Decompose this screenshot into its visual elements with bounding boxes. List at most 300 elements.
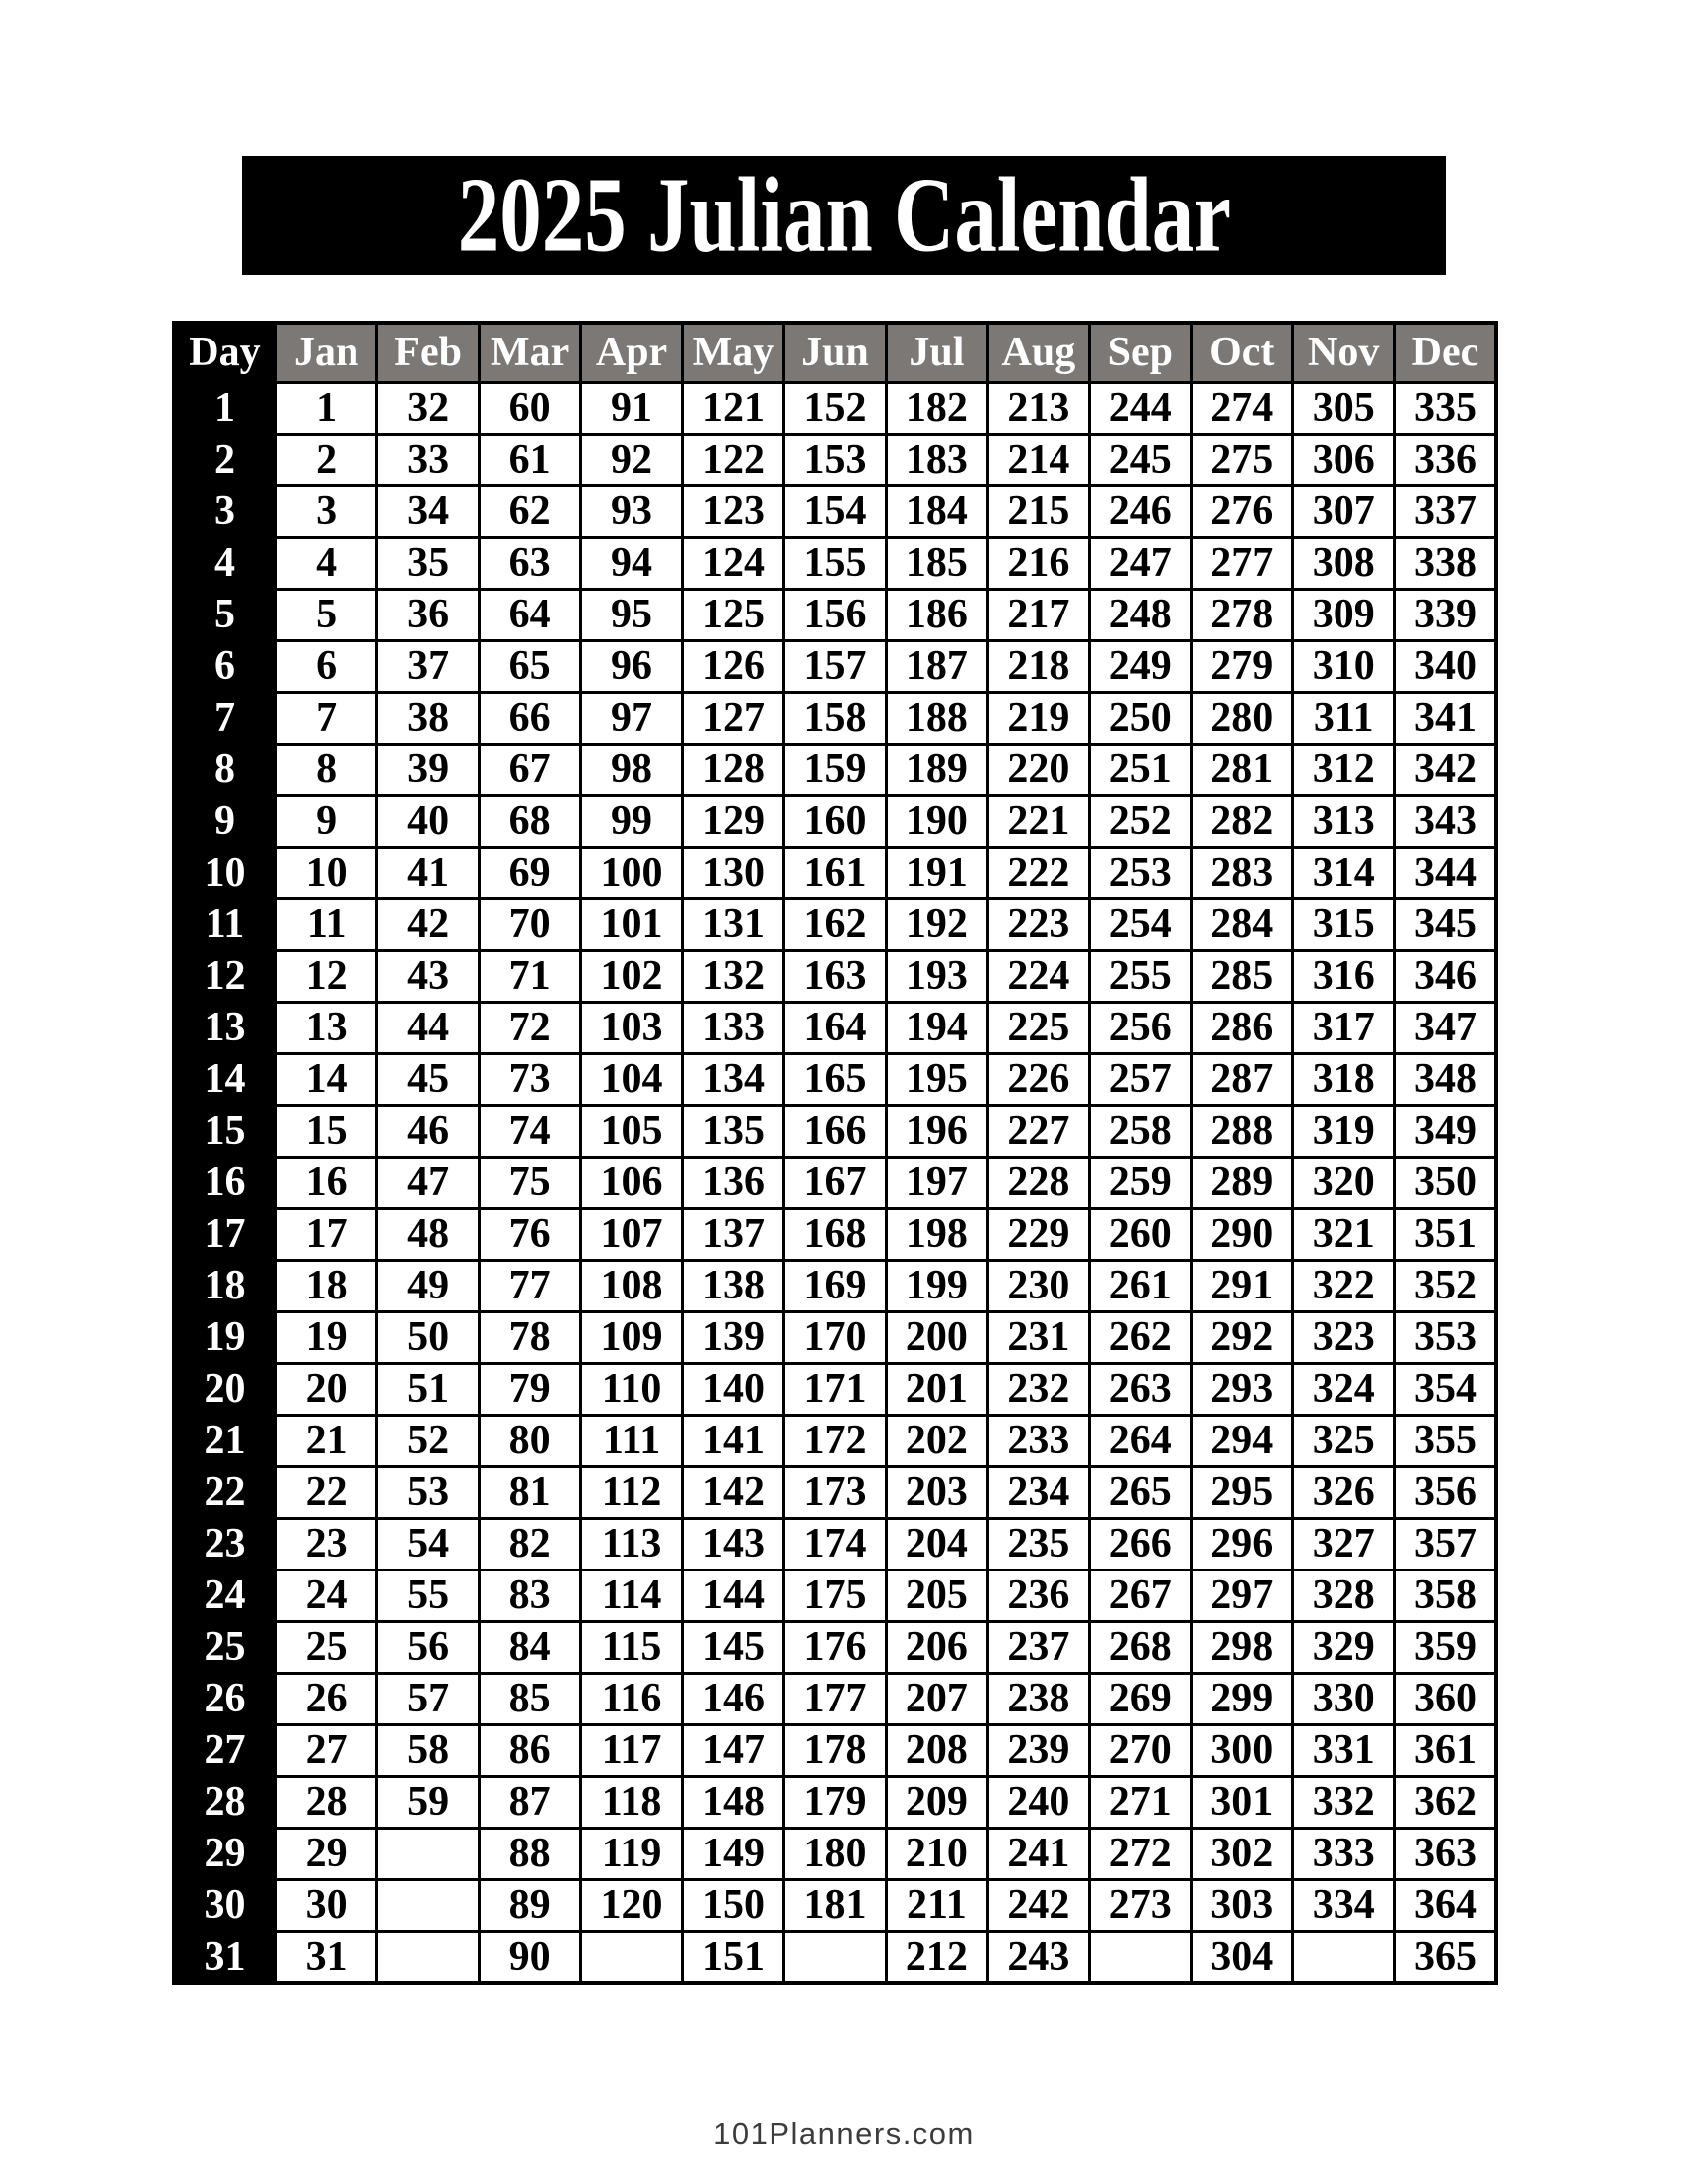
- julian-day-cell: 107: [581, 1209, 682, 1261]
- julian-day-cell: 85: [479, 1674, 580, 1725]
- table-row: [174, 745, 1496, 796]
- month-header-sep: Sep: [1089, 323, 1191, 383]
- julian-day-cell: 22: [275, 1467, 376, 1519]
- julian-day-cell: 40: [377, 796, 479, 848]
- julian-day-cell: 279: [1192, 641, 1293, 693]
- table-row: [174, 796, 1496, 848]
- julian-day-cell: 33: [377, 435, 479, 486]
- julian-day-cell: 129: [682, 796, 783, 848]
- julian-day-cell: 67: [479, 745, 580, 796]
- julian-day-cell: 53: [377, 1467, 479, 1519]
- julian-day-cell: 172: [784, 1416, 886, 1467]
- julian-day-cell: 106: [581, 1158, 682, 1209]
- julian-day-cell: 307: [1293, 486, 1394, 538]
- julian-day-cell: 140: [682, 1364, 783, 1416]
- julian-day-cell: 65: [479, 641, 580, 693]
- julian-day-cell: 350: [1394, 1158, 1496, 1209]
- table-row: [174, 486, 1496, 538]
- julian-day-cell: 28: [275, 1777, 376, 1829]
- table-row: [174, 1003, 1496, 1054]
- julian-day-cell: 19: [275, 1312, 376, 1364]
- day-number: 15: [174, 1106, 275, 1158]
- julian-day-cell: 285: [1192, 951, 1293, 1003]
- julian-day-cell: 302: [1192, 1829, 1293, 1880]
- day-number: 1: [174, 383, 275, 435]
- day-number: 5: [174, 590, 275, 641]
- julian-day-cell: 180: [784, 1829, 886, 1880]
- julian-day-cell: 245: [1089, 435, 1191, 486]
- title-banner: [242, 156, 1446, 275]
- julian-day-cell: 154: [784, 486, 886, 538]
- julian-day-cell: 294: [1192, 1416, 1293, 1467]
- day-number: 26: [174, 1674, 275, 1725]
- julian-day-cell: 76: [479, 1209, 580, 1261]
- julian-day-cell: 251: [1089, 745, 1191, 796]
- julian-day-cell: 264: [1089, 1416, 1191, 1467]
- julian-day-cell: 195: [886, 1054, 987, 1106]
- table-row: [174, 1829, 1496, 1880]
- julian-day-cell: 196: [886, 1106, 987, 1158]
- julian-day-cell: 113: [581, 1519, 682, 1570]
- table-row: [174, 899, 1496, 951]
- julian-day-cell: 217: [988, 590, 1089, 641]
- julian-day-cell: 284: [1192, 899, 1293, 951]
- julian-day-cell: 30: [275, 1880, 376, 1932]
- julian-day-cell: 31: [275, 1932, 376, 1984]
- julian-day-cell: 183: [886, 435, 987, 486]
- month-header-aug: Aug: [988, 323, 1089, 383]
- julian-day-cell: 239: [988, 1725, 1089, 1777]
- julian-day-cell: 323: [1293, 1312, 1394, 1364]
- julian-day-cell: 171: [784, 1364, 886, 1416]
- day-number: 20: [174, 1364, 275, 1416]
- julian-day-cell: 179: [784, 1777, 886, 1829]
- julian-day-cell: 339: [1394, 590, 1496, 641]
- julian-day-cell: 226: [988, 1054, 1089, 1106]
- julian-day-cell: [581, 1932, 682, 1984]
- table-row: [174, 1312, 1496, 1364]
- julian-day-cell: 263: [1089, 1364, 1191, 1416]
- julian-day-cell: 233: [988, 1416, 1089, 1467]
- julian-day-cell: 61: [479, 435, 580, 486]
- julian-day-cell: 220: [988, 745, 1089, 796]
- day-number: 21: [174, 1416, 275, 1467]
- julian-day-cell: 10: [275, 848, 376, 899]
- julian-day-cell: [784, 1932, 886, 1984]
- julian-day-cell: 352: [1394, 1261, 1496, 1312]
- julian-day-cell: 166: [784, 1106, 886, 1158]
- julian-day-cell: 149: [682, 1829, 783, 1880]
- julian-day-cell: 81: [479, 1467, 580, 1519]
- table-row: [174, 1364, 1496, 1416]
- julian-day-cell: 282: [1192, 796, 1293, 848]
- julian-day-cell: 224: [988, 951, 1089, 1003]
- julian-day-cell: 150: [682, 1880, 783, 1932]
- julian-day-cell: 243: [988, 1932, 1089, 1984]
- julian-day-cell: 328: [1293, 1570, 1394, 1622]
- month-header-mar: Mar: [479, 323, 580, 383]
- month-header-nov: Nov: [1293, 323, 1394, 383]
- julian-day-cell: 46: [377, 1106, 479, 1158]
- julian-day-cell: 126: [682, 641, 783, 693]
- julian-day-cell: 327: [1293, 1519, 1394, 1570]
- julian-day-cell: 86: [479, 1725, 580, 1777]
- julian-day-cell: 45: [377, 1054, 479, 1106]
- julian-day-cell: 66: [479, 693, 580, 745]
- julian-day-cell: 49: [377, 1261, 479, 1312]
- julian-day-cell: 297: [1192, 1570, 1293, 1622]
- julian-day-cell: 159: [784, 745, 886, 796]
- julian-day-cell: 331: [1293, 1725, 1394, 1777]
- julian-day-cell: 269: [1089, 1674, 1191, 1725]
- julian-day-cell: 355: [1394, 1416, 1496, 1467]
- julian-day-cell: 223: [988, 899, 1089, 951]
- julian-day-cell: 261: [1089, 1261, 1191, 1312]
- julian-day-cell: 163: [784, 951, 886, 1003]
- julian-day-cell: 20: [275, 1364, 376, 1416]
- julian-day-cell: 333: [1293, 1829, 1394, 1880]
- day-number: 8: [174, 745, 275, 796]
- julian-day-cell: 44: [377, 1003, 479, 1054]
- julian-day-cell: 102: [581, 951, 682, 1003]
- julian-day-cell: 296: [1192, 1519, 1293, 1570]
- julian-day-cell: 204: [886, 1519, 987, 1570]
- julian-day-cell: 190: [886, 796, 987, 848]
- julian-day-cell: 306: [1293, 435, 1394, 486]
- julian-day-cell: 167: [784, 1158, 886, 1209]
- julian-day-cell: 361: [1394, 1725, 1496, 1777]
- julian-day-cell: 286: [1192, 1003, 1293, 1054]
- month-header-jul: Jul: [886, 323, 987, 383]
- julian-day-cell: 70: [479, 899, 580, 951]
- julian-day-cell: 137: [682, 1209, 783, 1261]
- julian-day-cell: [377, 1880, 479, 1932]
- julian-day-cell: 200: [886, 1312, 987, 1364]
- julian-day-cell: 114: [581, 1570, 682, 1622]
- day-number: 3: [174, 486, 275, 538]
- julian-day-cell: 325: [1293, 1416, 1394, 1467]
- julian-day-cell: 55: [377, 1570, 479, 1622]
- julian-day-cell: 14: [275, 1054, 376, 1106]
- julian-day-cell: 79: [479, 1364, 580, 1416]
- julian-day-cell: 148: [682, 1777, 783, 1829]
- day-number: 27: [174, 1725, 275, 1777]
- table-header: [174, 323, 1496, 383]
- julian-day-cell: 176: [784, 1622, 886, 1674]
- julian-day-cell: 322: [1293, 1261, 1394, 1312]
- julian-day-cell: 249: [1089, 641, 1191, 693]
- julian-day-cell: 122: [682, 435, 783, 486]
- julian-day-cell: 177: [784, 1674, 886, 1725]
- julian-day-cell: 60: [479, 383, 580, 435]
- julian-day-cell: 5: [275, 590, 376, 641]
- day-number: 25: [174, 1622, 275, 1674]
- day-number: 6: [174, 641, 275, 693]
- julian-day-cell: 112: [581, 1467, 682, 1519]
- julian-day-cell: 293: [1192, 1364, 1293, 1416]
- julian-day-cell: 353: [1394, 1312, 1496, 1364]
- julian-day-cell: 92: [581, 435, 682, 486]
- table-row: [174, 1261, 1496, 1312]
- day-number: 2: [174, 435, 275, 486]
- julian-day-cell: 225: [988, 1003, 1089, 1054]
- day-number: 10: [174, 848, 275, 899]
- julian-day-cell: 156: [784, 590, 886, 641]
- julian-day-cell: 304: [1192, 1932, 1293, 1984]
- julian-day-cell: 335: [1394, 383, 1496, 435]
- julian-day-cell: 78: [479, 1312, 580, 1364]
- julian-day-cell: 346: [1394, 951, 1496, 1003]
- julian-day-cell: 300: [1192, 1725, 1293, 1777]
- julian-day-cell: 21: [275, 1416, 376, 1467]
- julian-day-cell: 187: [886, 641, 987, 693]
- julian-day-cell: 87: [479, 1777, 580, 1829]
- julian-day-cell: 165: [784, 1054, 886, 1106]
- julian-day-cell: 253: [1089, 848, 1191, 899]
- julian-day-cell: 270: [1089, 1725, 1191, 1777]
- julian-day-cell: 139: [682, 1312, 783, 1364]
- julian-day-cell: 209: [886, 1777, 987, 1829]
- header-row: [174, 323, 1496, 383]
- table-row: [174, 1725, 1496, 1777]
- julian-day-cell: 147: [682, 1725, 783, 1777]
- julian-day-cell: 227: [988, 1106, 1089, 1158]
- julian-day-cell: 184: [886, 486, 987, 538]
- table-row: [174, 1932, 1496, 1984]
- day-number: 7: [174, 693, 275, 745]
- julian-day-cell: 34: [377, 486, 479, 538]
- julian-day-cell: 272: [1089, 1829, 1191, 1880]
- julian-day-cell: 349: [1394, 1106, 1496, 1158]
- calendar-body: [174, 383, 1496, 1984]
- julian-day-cell: 32: [377, 383, 479, 435]
- julian-day-cell: 4: [275, 538, 376, 590]
- day-number: 19: [174, 1312, 275, 1364]
- julian-day-cell: 48: [377, 1209, 479, 1261]
- julian-day-cell: 73: [479, 1054, 580, 1106]
- julian-day-cell: 178: [784, 1725, 886, 1777]
- julian-day-cell: 334: [1293, 1880, 1394, 1932]
- julian-day-cell: 246: [1089, 486, 1191, 538]
- footer-site-text: 101Planners.com: [713, 2116, 975, 2151]
- julian-day-cell: 16: [275, 1158, 376, 1209]
- julian-day-cell: 50: [377, 1312, 479, 1364]
- julian-day-cell: 247: [1089, 538, 1191, 590]
- month-header-jan: Jan: [275, 323, 376, 383]
- day-number: 30: [174, 1880, 275, 1932]
- julian-day-cell: 12: [275, 951, 376, 1003]
- julian-day-cell: 84: [479, 1622, 580, 1674]
- julian-day-cell: 308: [1293, 538, 1394, 590]
- table-row: [174, 641, 1496, 693]
- julian-day-cell: 215: [988, 486, 1089, 538]
- julian-day-cell: 259: [1089, 1158, 1191, 1209]
- table-row: [174, 1519, 1496, 1570]
- table-row: [174, 693, 1496, 745]
- day-number: 11: [174, 899, 275, 951]
- julian-day-cell: 56: [377, 1622, 479, 1674]
- julian-day-cell: 360: [1394, 1674, 1496, 1725]
- julian-day-cell: 230: [988, 1261, 1089, 1312]
- julian-day-cell: 157: [784, 641, 886, 693]
- julian-day-cell: 108: [581, 1261, 682, 1312]
- day-number: 24: [174, 1570, 275, 1622]
- julian-day-cell: 39: [377, 745, 479, 796]
- julian-day-cell: 260: [1089, 1209, 1191, 1261]
- day-number: 18: [174, 1261, 275, 1312]
- table-row: [174, 383, 1496, 435]
- julian-day-cell: 130: [682, 848, 783, 899]
- julian-day-cell: 54: [377, 1519, 479, 1570]
- julian-day-cell: 256: [1089, 1003, 1191, 1054]
- julian-day-cell: 266: [1089, 1519, 1191, 1570]
- julian-day-cell: 80: [479, 1416, 580, 1467]
- julian-day-cell: 277: [1192, 538, 1293, 590]
- julian-day-cell: 141: [682, 1416, 783, 1467]
- julian-day-cell: 347: [1394, 1003, 1496, 1054]
- julian-day-cell: 7: [275, 693, 376, 745]
- julian-day-cell: 250: [1089, 693, 1191, 745]
- julian-day-cell: 43: [377, 951, 479, 1003]
- julian-day-cell: 119: [581, 1829, 682, 1880]
- julian-day-cell: 222: [988, 848, 1089, 899]
- julian-day-cell: 144: [682, 1570, 783, 1622]
- julian-day-cell: 100: [581, 848, 682, 899]
- julian-day-cell: 267: [1089, 1570, 1191, 1622]
- julian-day-cell: 26: [275, 1674, 376, 1725]
- julian-day-cell: 276: [1192, 486, 1293, 538]
- julian-day-cell: 125: [682, 590, 783, 641]
- julian-day-cell: 6: [275, 641, 376, 693]
- table-row: [174, 538, 1496, 590]
- month-header-jun: Jun: [784, 323, 886, 383]
- julian-day-cell: 342: [1394, 745, 1496, 796]
- julian-day-cell: 278: [1192, 590, 1293, 641]
- julian-day-cell: 96: [581, 641, 682, 693]
- julian-day-cell: 185: [886, 538, 987, 590]
- julian-day-cell: 206: [886, 1622, 987, 1674]
- julian-day-cell: 351: [1394, 1209, 1496, 1261]
- month-header-feb: Feb: [377, 323, 479, 383]
- table-row: [174, 1106, 1496, 1158]
- julian-day-cell: 145: [682, 1622, 783, 1674]
- julian-day-cell: 262: [1089, 1312, 1191, 1364]
- julian-day-cell: 210: [886, 1829, 987, 1880]
- julian-day-cell: 268: [1089, 1622, 1191, 1674]
- table-row: [174, 1209, 1496, 1261]
- julian-day-cell: 234: [988, 1467, 1089, 1519]
- julian-day-cell: 41: [377, 848, 479, 899]
- julian-day-cell: 116: [581, 1674, 682, 1725]
- table-row: [174, 848, 1496, 899]
- julian-day-cell: 69: [479, 848, 580, 899]
- julian-day-cell: 127: [682, 693, 783, 745]
- julian-day-cell: 153: [784, 435, 886, 486]
- julian-day-cell: 258: [1089, 1106, 1191, 1158]
- julian-day-cell: 182: [886, 383, 987, 435]
- julian-day-cell: 105: [581, 1106, 682, 1158]
- julian-day-cell: 104: [581, 1054, 682, 1106]
- julian-day-cell: 348: [1394, 1054, 1496, 1106]
- julian-day-cell: 64: [479, 590, 580, 641]
- julian-day-cell: 118: [581, 1777, 682, 1829]
- julian-day-cell: 254: [1089, 899, 1191, 951]
- julian-day-cell: 173: [784, 1467, 886, 1519]
- julian-day-cell: 138: [682, 1261, 783, 1312]
- julian-day-cell: 237: [988, 1622, 1089, 1674]
- julian-day-cell: 358: [1394, 1570, 1496, 1622]
- julian-day-cell: 38: [377, 693, 479, 745]
- julian-day-cell: 336: [1394, 435, 1496, 486]
- julian-day-cell: 271: [1089, 1777, 1191, 1829]
- julian-day-cell: 109: [581, 1312, 682, 1364]
- table-row: [174, 1158, 1496, 1209]
- julian-day-cell: 83: [479, 1570, 580, 1622]
- table-row: [174, 1674, 1496, 1725]
- julian-day-cell: 110: [581, 1364, 682, 1416]
- day-number: 17: [174, 1209, 275, 1261]
- julian-day-cell: 213: [988, 383, 1089, 435]
- julian-day-cell: 111: [581, 1416, 682, 1467]
- day-number: 29: [174, 1829, 275, 1880]
- julian-day-cell: 3: [275, 486, 376, 538]
- julian-day-cell: 23: [275, 1519, 376, 1570]
- julian-day-cell: 326: [1293, 1467, 1394, 1519]
- table-row: [174, 951, 1496, 1003]
- julian-day-cell: 169: [784, 1261, 886, 1312]
- julian-day-cell: 317: [1293, 1003, 1394, 1054]
- julian-day-cell: 168: [784, 1209, 886, 1261]
- julian-day-cell: 291: [1192, 1261, 1293, 1312]
- julian-day-cell: 231: [988, 1312, 1089, 1364]
- julian-day-cell: 181: [784, 1880, 886, 1932]
- julian-day-cell: 229: [988, 1209, 1089, 1261]
- julian-day-cell: 228: [988, 1158, 1089, 1209]
- julian-day-cell: 354: [1394, 1364, 1496, 1416]
- julian-day-cell: 35: [377, 538, 479, 590]
- julian-day-cell: 170: [784, 1312, 886, 1364]
- julian-day-cell: 115: [581, 1622, 682, 1674]
- julian-day-cell: [1089, 1932, 1191, 1984]
- table-row: [174, 1777, 1496, 1829]
- julian-day-cell: 324: [1293, 1364, 1394, 1416]
- julian-day-cell: 162: [784, 899, 886, 951]
- julian-day-cell: 58: [377, 1725, 479, 1777]
- julian-day-cell: 95: [581, 590, 682, 641]
- julian-day-cell: 136: [682, 1158, 783, 1209]
- table-row: [174, 435, 1496, 486]
- table-row: [174, 1416, 1496, 1467]
- julian-day-cell: 275: [1192, 435, 1293, 486]
- julian-day-cell: 188: [886, 693, 987, 745]
- julian-day-cell: 101: [581, 899, 682, 951]
- julian-day-cell: 244: [1089, 383, 1191, 435]
- julian-day-cell: 332: [1293, 1777, 1394, 1829]
- julian-day-cell: 301: [1192, 1777, 1293, 1829]
- julian-day-cell: 290: [1192, 1209, 1293, 1261]
- julian-day-cell: 281: [1192, 745, 1293, 796]
- julian-day-cell: 299: [1192, 1674, 1293, 1725]
- julian-day-cell: 8: [275, 745, 376, 796]
- julian-day-cell: 94: [581, 538, 682, 590]
- julian-day-cell: 202: [886, 1416, 987, 1467]
- julian-day-cell: 321: [1293, 1209, 1394, 1261]
- julian-day-cell: 155: [784, 538, 886, 590]
- julian-day-cell: 123: [682, 486, 783, 538]
- julian-day-cell: 117: [581, 1725, 682, 1777]
- julian-day-cell: 255: [1089, 951, 1191, 1003]
- julian-day-cell: 62: [479, 486, 580, 538]
